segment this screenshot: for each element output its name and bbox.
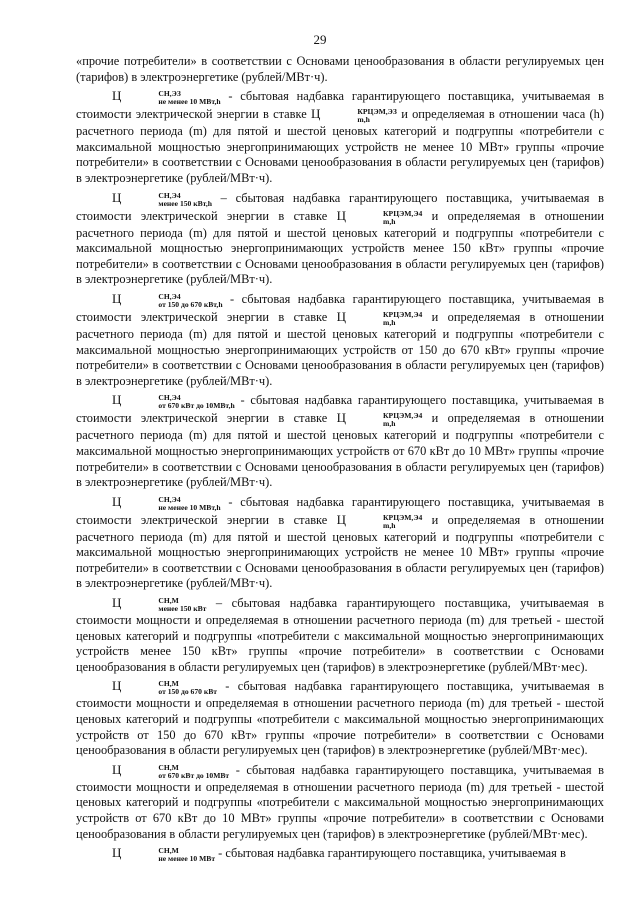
- definition-paragraph: [76, 678, 604, 758]
- definition-text: и определяемая в отношении расчетного периода (m) для пятой и шестой ценовых категорий и подгруппы «потребители с максимальной мощностью энергопринимающих устройств от 150 до 670 кВт» группы «прочие потребители» в соответствии с Основами ценообразования в области регулируемых цен (тарифов) в электроэнергетике (рублей/МВт·ч).: [76, 309, 604, 388]
- formula-symbol: Ц СН,Э4 не менее 10 МВт,h: [112, 493, 221, 512]
- definition-text: – сбытовая надбавка гарантирующего поставщика, учитываемая в стоимости мощности и определяемая в отношении расчетного периода (m) для третьей - шестой ценовых категорий и подгруппы «потребители с максимальной мощностью энергопринимающих устройств менее 150 кВт» группы «прочие потребители» в соответствии с Основами ценообразования в области регулируемых цен (тарифов) в электроэнергетике (рублей/МВт·мес).: [76, 596, 604, 674]
- formula-symbol: Ц СН,М менее 150 кВт: [112, 595, 207, 614]
- definition-paragraph: [76, 392, 604, 490]
- definition-paragraph: [76, 190, 604, 288]
- definition-text: – сбытовая надбавка гарантирующего поставщика, учитываемая в стоимости электрической энергии в ставке: [76, 190, 604, 223]
- definition-text: и определяемая в отношении часа (h) расчетного периода (m) для пятой и шестой ценовых категорий и подгруппы «потребители с максимальной мощностью энергопринимающих устройств не менее 10 МВт» группы «прочие потребители» в соответствии с Основами ценообразования в области регулируемых цен (тарифов) в электроэнергетике (рублей/МВт·ч).: [76, 107, 604, 185]
- formula-symbol: Ц КРЦЭМ,Э4 m,h: [336, 207, 423, 226]
- definition-text: - сбытовая надбавка гарантирующего поставщика, учитываемая в: [218, 846, 566, 861]
- definition-paragraph: [76, 494, 604, 592]
- definition-paragraph: [76, 291, 604, 389]
- definition-text: и определяемая в отношении расчетного периода (m) для пятой и шестой ценовых категорий и подгруппы «потребители с максимальной мощностью энергопринимающих устройств от 670 кВт до 10 МВт» группы «прочие потребители» в соответствии с Основами ценообразования в области регулируемых цен (тарифов) в электроэнергетике (рублей/МВт·ч).: [76, 411, 604, 490]
- document-body: [76, 54, 604, 863]
- formula-symbol: Ц КРЦЭМ,Э4 m,h: [336, 308, 423, 327]
- definition-text: - сбытовая надбавка гарантирующего поставщика, учитываемая в стоимости электрической энергии в ставке: [76, 89, 604, 122]
- formula-symbol: Ц СН,ЭЗ не менее 10 МВт,h: [112, 88, 221, 107]
- formula-symbol: Ц СН,Э4 от 670 кВт до 10МВт,h: [112, 392, 235, 411]
- definition-text: - сбытовая надбавка гарантирующего поставщика, учитываемая в стоимости мощности и определяемая в отношении расчетного периода (m) для третьей - шестой ценовых категорий и подгруппы «потребители с максимальной мощностью энергопринимающих устройств от 150 до 670 кВт» группы «прочие потребители» в соответствии с Основами ценообразования в области регулируемых цен (тарифов) в электроэнергетике (рублей/МВт·мес).: [76, 679, 604, 758]
- formula-symbol: Ц КРЦЭМ,Э4 m,h: [336, 410, 423, 429]
- formula-symbol: Ц СН,Э4 от 150 до 670 кВт,h: [112, 290, 223, 309]
- formula-symbol: Ц СН,М от 150 до 670 кВт: [112, 678, 218, 697]
- definition-paragraph: [76, 762, 604, 842]
- definition-text: - сбытовая надбавка гарантирующего поставщика, учитываемая в стоимости электрической энергии в ставке: [76, 291, 604, 324]
- formula-symbol: Ц СН,М не менее 10 МВт: [112, 845, 216, 864]
- formula-symbol: Ц СН,Э4 менее 150 кВт,h: [112, 189, 212, 208]
- page-number: 29: [313, 32, 327, 47]
- formula-symbol: Ц КРЦЭМ,Э4 m,h: [336, 511, 423, 530]
- definition-text: - сбытовая надбавка гарантирующего поставщика, учитываемая в стоимости электрической энергии в ставке: [76, 494, 604, 527]
- definition-text: и определяемая в отношении расчетного периода (m) для пятой и шестой ценовых категорий и подгруппы «потребители с максимальной мощностью энергопринимающих устройств менее 150 кВт» группы «прочие потребители» в соответствии с Основами ценообразования в области регулируемых цен (тарифов) в электроэнергетике (рублей/МВт·ч).: [76, 208, 604, 287]
- definition-paragraph: [76, 88, 604, 186]
- definition-paragraph: [76, 595, 604, 675]
- formula-symbol: Ц КРЦЭМ,ЭЗ m,h: [311, 106, 397, 125]
- formula-symbol: Ц СН,М от 670 кВт до 10МВт: [112, 761, 230, 780]
- definition-paragraph: [76, 845, 604, 863]
- definition-text: - сбытовая надбавка гарантирующего поставщика, учитываемая в стоимости электрической энергии в ставке: [76, 393, 604, 426]
- definition-text: - сбытовая надбавка гарантирующего поставщика, учитываемая в стоимости мощности и определяемая в отношении расчетного периода (m) для третьей - шестой ценовых категорий и подгруппы «потребители с максимальной мощностью энергопринимающих устройств от 670 кВт до 10 МВт» группы «прочие потребители» в соответствии с Основами ценообразования в области регулируемых цен (тарифов) в электроэнергетике (рублей/МВт·мес).: [76, 762, 604, 841]
- intro-paragraph: «прочие потребители» в соответствии с Основами ценообразования в области регулируемых цен (тарифов) в электроэнергетике (рублей/МВт·ч).: [76, 54, 604, 84]
- definition-text: и определяемая в отношении расчетного периода (m) для пятой и шестой ценовых категорий и подгруппы «потребители с максимальной мощностью энергопринимающих устройств не менее 10 МВт» группы «прочие потребители» в соответствии с Основами ценообразования в области регулируемых цен (тарифов) в электроэнергетике (рублей/МВт·ч).: [76, 512, 604, 591]
